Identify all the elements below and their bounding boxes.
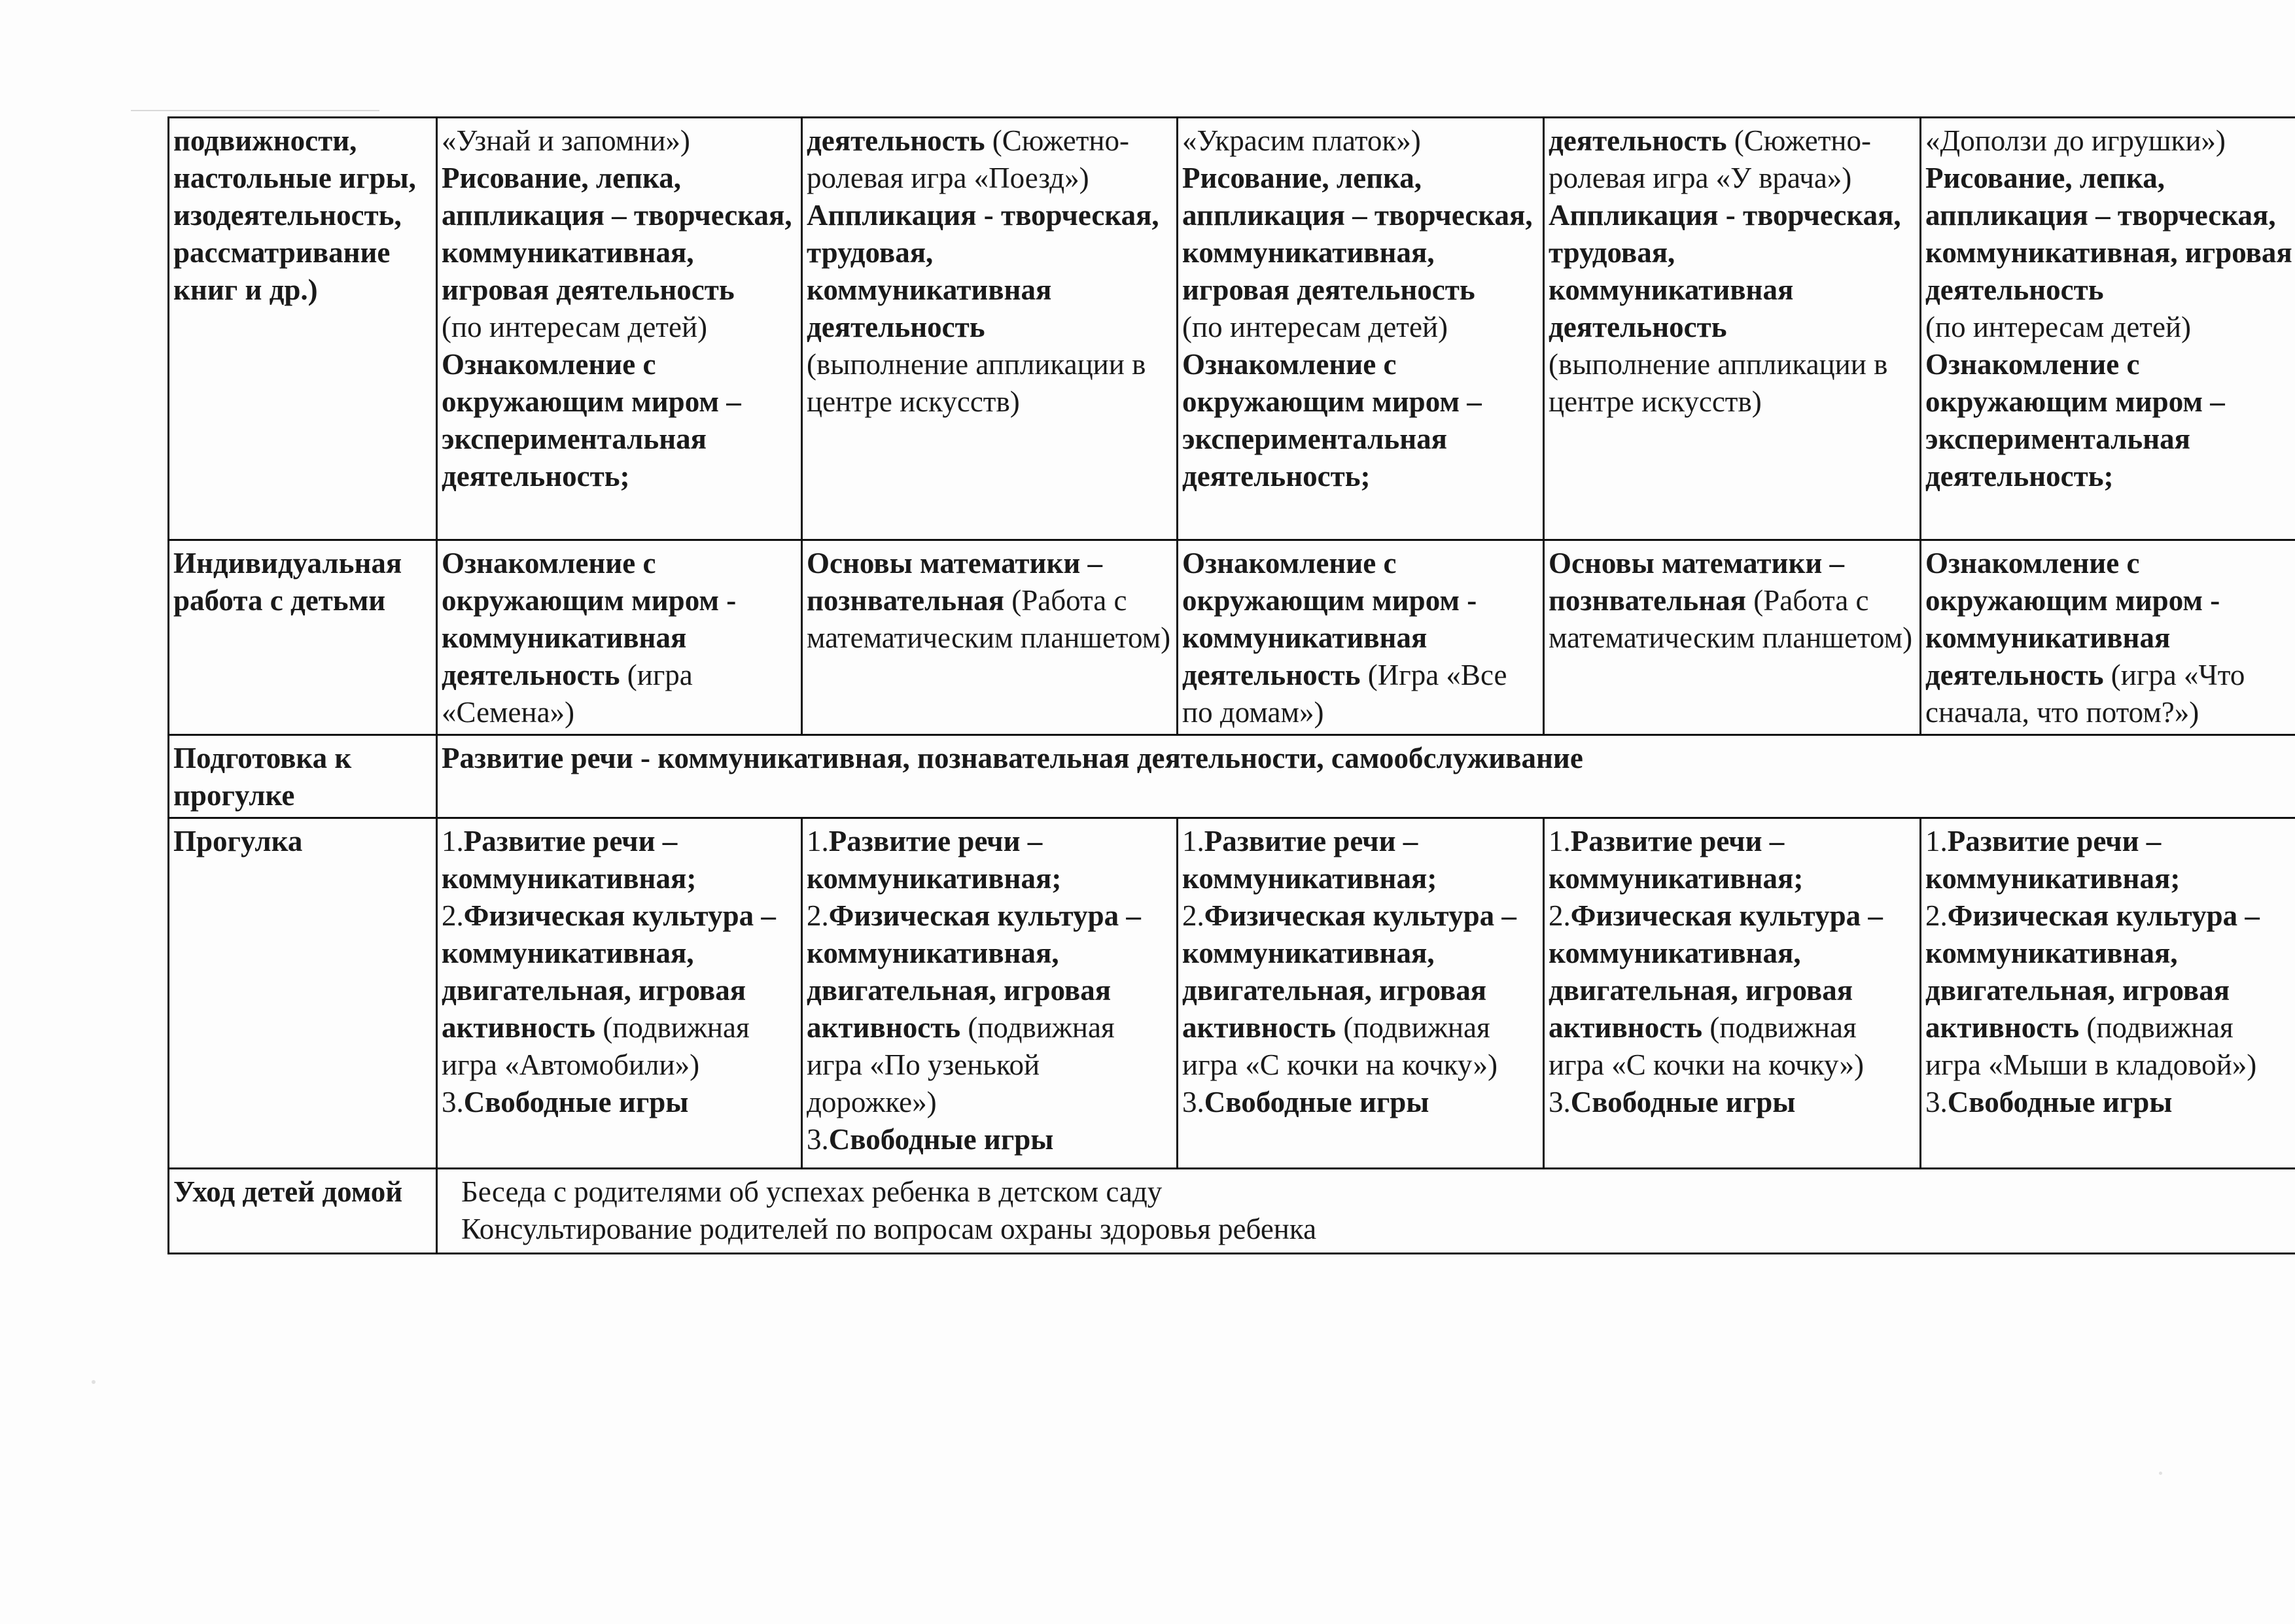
- prep-activity: Развитие речи - коммуникативная, познавательная деятельности, самообслуживание: [437, 735, 2295, 818]
- activity-detail-text: 1.: [1925, 825, 1948, 857]
- activity-detail-text: 1.: [442, 825, 464, 857]
- activity-detail-text: 2.: [807, 899, 829, 932]
- activity-area-text: Рисование, лепка, аппликация – творческая, коммуникативная, игровая деятельность: [1182, 162, 1533, 306]
- activity-detail-text: (по интересам детей): [442, 311, 708, 343]
- activity-area-text: Ознакомление с окружающим миром - коммуникативная деятельность: [1182, 547, 1477, 691]
- activity-area-text: Аппликация - творческая, трудовая, коммуникативная деятельность: [807, 199, 1159, 343]
- plan-cell: [802, 540, 1178, 735]
- activity-detail-text: (подвижная игра «С кочки на кочку»): [1549, 1011, 1864, 1081]
- activity-detail-text: (игра «Что сначала, что потом?»): [1925, 659, 2245, 729]
- row-label-continuation: подвижности, настольные игры, изодеятельность, рассматривание книг и др.): [169, 118, 437, 540]
- home-activity-line: Консультирование родителей по вопросам охраны здоровья ребенка: [461, 1213, 1317, 1245]
- activity-area-text: деятельность: [807, 124, 985, 157]
- scan-speck: [2159, 1472, 2162, 1475]
- activity-detail-text: 2.: [1925, 899, 1948, 932]
- table-row: [169, 1169, 2295, 1254]
- activity-detail-text: (по интересам детей): [1925, 311, 2192, 343]
- plan-cell: [437, 118, 802, 540]
- plan-cell: [1178, 818, 1544, 1169]
- row-label-prep: Подготовка к прогулке: [169, 735, 437, 818]
- table-row: [169, 818, 2295, 1169]
- activity-detail-text: (Сюжетно-ролевая игра «Поезд»): [807, 124, 1129, 194]
- activity-area-text: Ознакомление с окружающим миром – экспериментальная деятельность;: [1182, 348, 1482, 492]
- plan-cell: [1178, 540, 1544, 735]
- plan-cell: [1921, 818, 2295, 1169]
- activity-detail-text: 2.: [442, 899, 464, 932]
- activity-detail-text: 3.: [807, 1123, 829, 1156]
- row-label-home: Уход детей домой: [169, 1169, 437, 1254]
- activity-area-text: Ознакомление с окружающим миром - коммуникативная деятельность: [1925, 547, 2220, 691]
- activity-area-text: Развитие речи – коммуникативная;: [1549, 825, 1804, 895]
- activity-area-text: Развитие речи – коммуникативная;: [1182, 825, 1437, 895]
- activity-area-text: Физическая культура – коммуникативная, двигательная, игровая активность: [1549, 899, 1883, 1044]
- activity-area-text: Физическая культура – коммуникативная, двигательная, игровая активность: [1925, 899, 2260, 1044]
- activity-detail-text: (выполнение аппликации в центре искусств): [1549, 348, 1888, 418]
- plan-cell: [802, 118, 1178, 540]
- activity-detail-text: 2.: [1182, 899, 1204, 932]
- home-activity-line: Беседа с родителями об успехах ребенка в детском саду: [461, 1175, 1163, 1208]
- activity-detail-text: 3.: [1182, 1086, 1204, 1118]
- activity-detail-text: (по интересам детей): [1182, 311, 1448, 343]
- activity-area-text: Свободные игры: [1947, 1086, 2173, 1118]
- activity-area-text: Развитие речи – коммуникативная;: [807, 825, 1062, 895]
- activity-area-text: Рисование, лепка, аппликация – творческая, коммуникативная, игровая деятельность: [442, 162, 792, 306]
- activity-area-text: Свободные игры: [1204, 1086, 1429, 1118]
- activity-detail-text: (Сюжетно-ролевая игра «У врача»): [1549, 124, 1871, 194]
- activity-detail-text: 1.: [1182, 825, 1204, 857]
- activity-detail-text: «Украсим платок»): [1182, 124, 1421, 157]
- table-row: [169, 118, 2295, 540]
- activity-area-text: Ознакомление с окружающим миром – экспериментальная деятельность;: [1925, 348, 2225, 492]
- activity-detail-text: «Узнай и запомни»): [442, 124, 690, 157]
- activity-detail-text: (подвижная игра «Автомобили»): [442, 1011, 750, 1081]
- table-row: [169, 735, 2295, 818]
- plan-cell: [802, 818, 1178, 1169]
- activity-detail-text: 2.: [1549, 899, 1571, 932]
- activity-detail-text: (Игра «Все по домам»): [1182, 659, 1507, 729]
- activity-area-text: Физическая культура – коммуникативная, двигательная, игровая активность: [1182, 899, 1516, 1044]
- activity-area-text: Ознакомление с окружающим миром – экспериментальная деятельность;: [442, 348, 741, 492]
- activity-area-text: Рисование, лепка, аппликация – творческая, коммуникативная, игровая деятельность: [1925, 162, 2292, 306]
- activity-detail-text: (подвижная игра «С кочки на кочку»): [1182, 1011, 1498, 1081]
- activity-area-text: деятельность: [1549, 124, 1727, 157]
- table-row: [169, 540, 2295, 735]
- activity-area-text: Развитие речи – коммуникативная;: [1925, 825, 2181, 895]
- activity-area-text: Свободные игры: [828, 1123, 1054, 1156]
- plan-cell: [1544, 818, 1921, 1169]
- activity-detail-text: 3.: [1549, 1086, 1571, 1118]
- activity-detail-text: (подвижная игра «Мыши в кладовой»): [1925, 1011, 2257, 1081]
- activity-detail-text: (выполнение аппликации в центре искусств): [807, 348, 1146, 418]
- activity-area-text: Физическая культура – коммуникативная, двигательная, игровая активность: [442, 899, 776, 1044]
- activity-detail-text: 3.: [1925, 1086, 1948, 1118]
- activity-area-text: Развитие речи – коммуникативная;: [442, 825, 697, 895]
- row-label-walk: Прогулка: [169, 818, 437, 1169]
- activity-detail-text: 3.: [442, 1086, 464, 1118]
- activity-detail-text: (Работа с математическим планшетом): [1549, 584, 1913, 654]
- activity-detail-text: «Доползи до игрушки»): [1925, 124, 2226, 157]
- plan-cell: [1921, 118, 2295, 540]
- scan-artifact-line: [131, 110, 379, 111]
- activity-area-text: Основы математики – познвательная: [1549, 547, 1845, 617]
- activity-area-text: Основы математики – познвательная: [807, 547, 1103, 617]
- scan-speck: [92, 1380, 96, 1384]
- plan-cell: [1178, 118, 1544, 540]
- row-label-individual: Индивидуальная работа с детьми: [169, 540, 437, 735]
- activity-detail-text: (игра «Семена»): [442, 659, 693, 729]
- activity-area-text: Свободные игры: [1570, 1086, 1796, 1118]
- plan-cell: [1921, 540, 2295, 735]
- plan-cell: [1544, 540, 1921, 735]
- plan-cell: [437, 818, 802, 1169]
- activity-detail-text: 1.: [807, 825, 829, 857]
- activity-detail-text: 1.: [1549, 825, 1571, 857]
- plan-cell: [1544, 118, 1921, 540]
- activity-area-text: Физическая культура – коммуникативная, двигательная, игровая активность: [807, 899, 1141, 1044]
- activity-area-text: Ознакомление с окружающим миром - коммуникативная деятельность: [442, 547, 737, 691]
- activity-detail-text: (подвижная игра «По узенькой дорожке»): [807, 1011, 1115, 1118]
- daily-plan-table: [167, 116, 2295, 1254]
- activity-area-text: Свободные игры: [463, 1086, 689, 1118]
- activity-area-text: Аппликация - творческая, трудовая, коммуникативная деятельность: [1549, 199, 1901, 343]
- home-activities: [437, 1169, 2295, 1254]
- activity-detail-text: (Работа с математическим планшетом): [807, 584, 1171, 654]
- plan-cell: [437, 540, 802, 735]
